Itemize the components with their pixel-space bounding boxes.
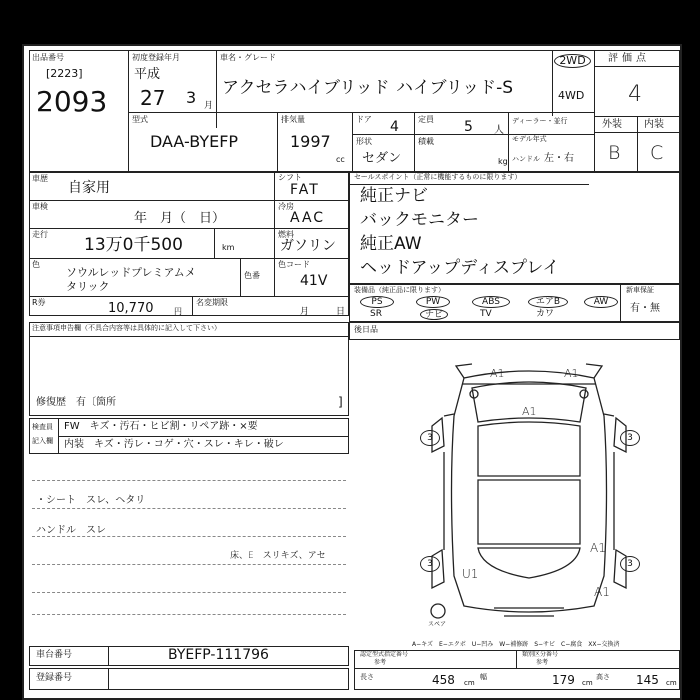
sales-points-label: セールスポイント（正常に機能するものに限ります）: [354, 173, 522, 181]
handwritten-note: ハンドル スレ: [36, 525, 106, 536]
mark-3: 3: [620, 556, 640, 572]
height: 145: [636, 673, 659, 687]
warranty-value: 有・無: [630, 303, 660, 314]
kg-unit: kg: [498, 157, 508, 166]
shift: FAT: [290, 182, 320, 198]
mark-a1: A1: [564, 367, 579, 380]
after-install-frame: [349, 322, 680, 340]
width: 179: [552, 673, 575, 687]
notes-label: 注意事項申告欄（不具合内容等は具体的に記入して下さい）: [32, 324, 221, 332]
model-name: アクセラハイブリッド: [222, 78, 390, 98]
doors-label: ドア: [356, 115, 372, 124]
length: 458: [432, 673, 455, 687]
equip-airbag: エアB: [528, 296, 568, 308]
displacement-label: 排気量: [281, 115, 305, 124]
ac: AAC: [290, 210, 326, 226]
type-label: 型式: [132, 115, 148, 124]
sales-point: ヘッドアップディスプレイ: [360, 258, 560, 278]
damage-legend: A−キズ E−エクボ U−凹み W−補修跡 S−サビ C−腐食 XX−交換済: [412, 641, 620, 648]
shape-label: 形状: [356, 137, 372, 146]
mark-a1: A1: [590, 541, 606, 555]
chassis-label: 車台番号: [36, 650, 73, 660]
usage: 自家用: [68, 180, 110, 196]
mark-3: 3: [420, 556, 440, 572]
recycle-fee: 10,770: [108, 301, 154, 316]
auction-sheet: [22, 44, 682, 700]
sales-point: 純正ナビ: [360, 186, 428, 206]
bracket-close: ]: [338, 395, 343, 409]
lot-number: 2093: [36, 85, 108, 118]
first-reg-label: 初度登録年月: [132, 53, 180, 62]
inspection-label: 車検: [32, 202, 48, 211]
mark-3: 3: [420, 430, 440, 446]
inspector-label1: 検査員: [32, 423, 53, 431]
cm-unit: cm: [464, 679, 475, 687]
capacity-label: 定員: [418, 115, 434, 124]
certified-label: 認定型式指定番号: [360, 651, 409, 658]
mark-u1: U1: [462, 567, 479, 581]
model-year-label: モデル年式: [512, 135, 547, 143]
equip-aw: AW: [584, 296, 618, 308]
check-row-exterior: FW キズ・汚石・ヒビ割・リペア跡・×要: [64, 421, 258, 432]
cc-unit: cc: [336, 155, 345, 164]
header-frame: [29, 50, 680, 172]
after-install-label: 後日品: [354, 325, 378, 334]
day-unit: 日: [336, 307, 346, 317]
month-unit: 月: [204, 101, 214, 111]
lot-bracket: [2223]: [46, 67, 83, 80]
sales-point: 純正AW: [360, 234, 422, 254]
load-label: 積載: [418, 137, 434, 146]
model-code: DAA-BYEFP: [150, 132, 239, 151]
chassis-number: BYEFP-111796: [168, 647, 269, 663]
rating-label: 評価点: [608, 53, 650, 64]
doors: 4: [390, 119, 399, 135]
height-label: 高さ: [596, 673, 610, 681]
color-line2: タリック: [66, 280, 110, 293]
check-row-interior: 内装 キズ・汚レ・コゲ・穴・スレ・キレ・破レ: [64, 439, 284, 450]
ref-label: 参考: [374, 659, 387, 666]
persons-unit: 人: [494, 125, 504, 136]
equip-tv: TV: [480, 309, 492, 319]
registration-frame: [29, 668, 349, 690]
warranty-label: 新車保証: [626, 286, 654, 294]
color-no-label: 色番: [244, 271, 260, 280]
handwritten-note: ・シート スレ、ヘタリ: [36, 495, 146, 506]
lot-label: 出品番号: [32, 53, 64, 62]
equip-ps: PS: [360, 296, 394, 308]
equip-abs: ABS: [472, 296, 510, 308]
exterior-grade: B: [608, 142, 621, 164]
yen-unit: 円: [174, 307, 182, 316]
shift-label: シフト: [278, 173, 302, 182]
ref-label: 参考: [536, 659, 549, 666]
model-grade-label: 車名・グレード: [220, 53, 276, 62]
fuel-label: 燃料: [278, 230, 294, 239]
mark-a1: A1: [490, 367, 505, 380]
usage-label: 車歴: [32, 174, 48, 183]
body-shape: セダン: [362, 151, 402, 166]
mileage-label: 走行: [32, 230, 48, 239]
interior-label: 内装: [644, 119, 664, 130]
equip-navi: ナビ: [420, 309, 448, 320]
color-label: 色: [32, 260, 40, 269]
car-damage-diagram: [404, 356, 654, 626]
dealer-label: ディーラー・並行: [512, 117, 568, 125]
reg-year: 27: [140, 86, 166, 110]
mark-a1: A1: [594, 585, 610, 599]
equip-pw: PW: [416, 296, 450, 308]
equipment-label: 装備品（純正品に限ります）: [354, 286, 445, 294]
ac-label: 冷房: [278, 202, 294, 211]
mark-3: 3: [620, 430, 640, 446]
era: 平成: [134, 67, 161, 82]
color-code: 41V: [300, 273, 328, 289]
expiry-month: 月: [300, 307, 310, 317]
cm-unit: cm: [582, 679, 593, 687]
drive-4wd: 4WD: [558, 89, 585, 102]
inspector-label2: 記入欄: [32, 437, 53, 445]
repair-history: 修復歴 有〔箇所: [36, 397, 116, 408]
interior-grade: C: [650, 142, 664, 164]
equip-sr: SR: [370, 309, 382, 319]
drive-2wd-circled: 2WD: [554, 54, 591, 68]
cm-unit: cm: [666, 679, 677, 687]
length-label: 長さ: [360, 673, 374, 681]
category-label: 類別区分番号: [522, 651, 559, 658]
width-label: 幅: [480, 673, 487, 681]
rating-value: 4: [628, 82, 642, 107]
sales-point: バックモニター: [360, 210, 479, 230]
color-line1: ソウルレッドプレミアムメ: [66, 266, 196, 279]
fuel: ガソリン: [280, 238, 336, 254]
capacity: 5: [464, 119, 473, 135]
km-unit: km: [222, 243, 235, 252]
inspection-row: 年 月（ 日）: [134, 211, 226, 226]
mileage: 13万0千500: [84, 235, 183, 255]
expiry-label: 名変期限: [196, 298, 228, 307]
registration-label: 登録番号: [36, 673, 73, 683]
mark-a1: A1: [522, 405, 537, 418]
reg-month: 3: [186, 88, 197, 107]
displacement: 1997: [290, 132, 331, 151]
recycle-label: R券: [32, 298, 46, 307]
handle-label: ハンドル: [512, 155, 540, 163]
handwritten-note: 床、E スリキズ、アセ: [230, 551, 326, 561]
handle-value: 左・右: [544, 153, 574, 164]
spare-label: スペア: [428, 621, 447, 628]
color-code-label: 色コード: [278, 260, 310, 269]
exterior-label: 外装: [602, 119, 622, 130]
grade: ハイブリッド-S: [396, 78, 514, 98]
equip-leather: カワ: [536, 309, 555, 319]
